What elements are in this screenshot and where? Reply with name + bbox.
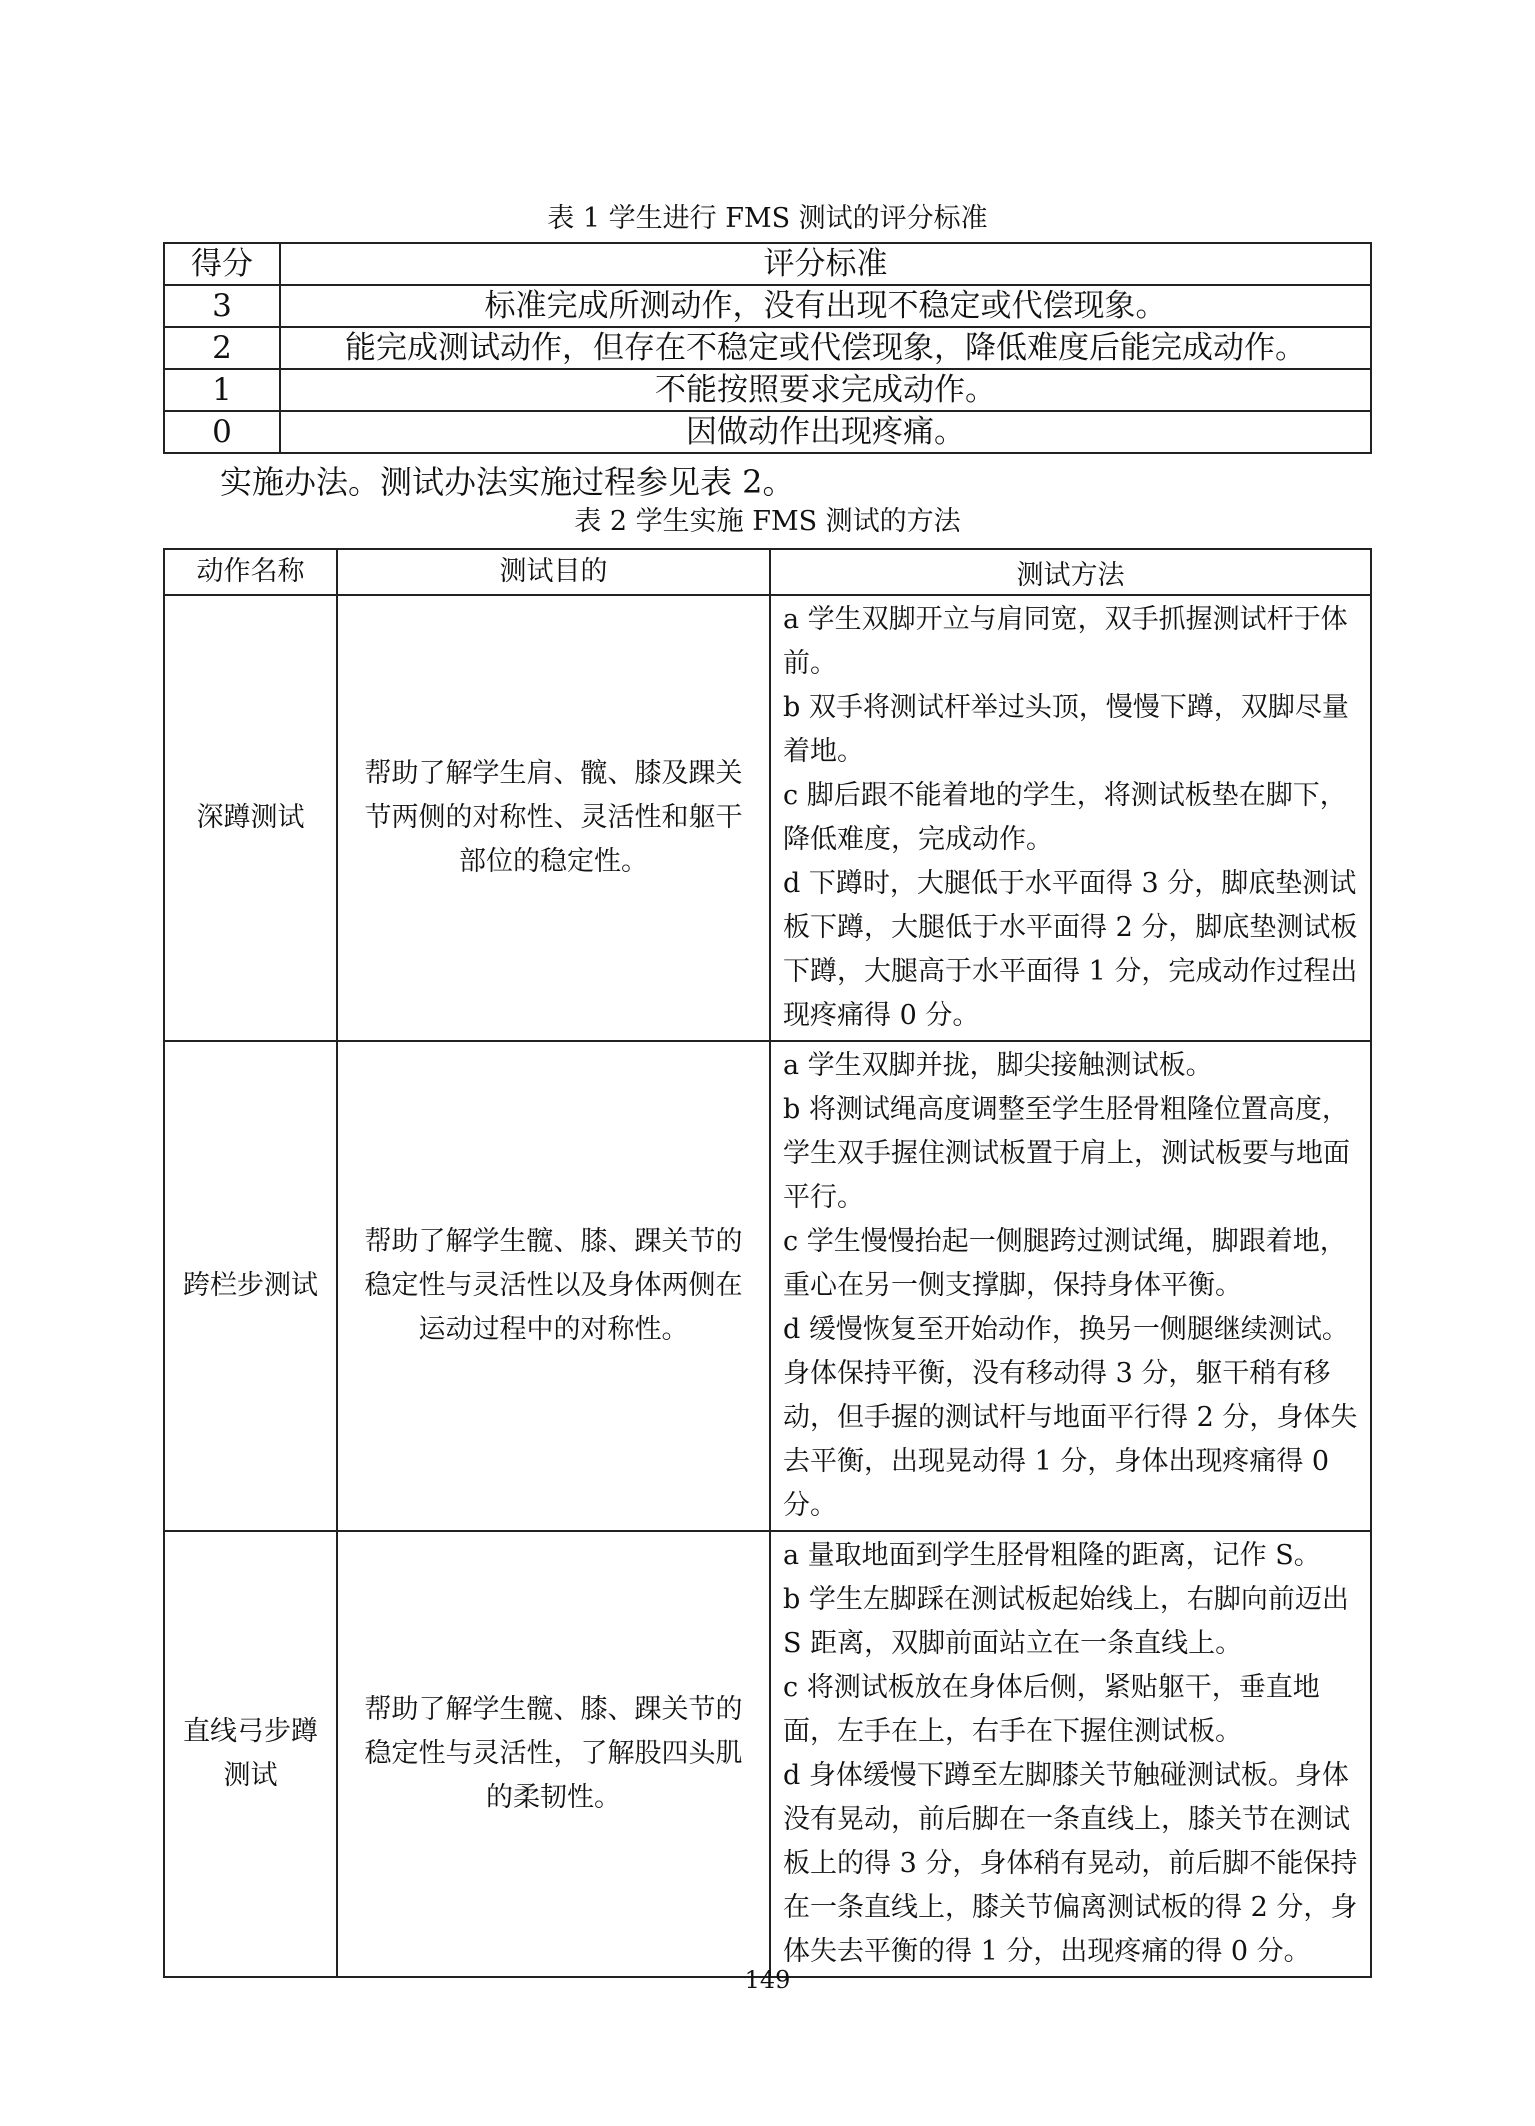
table1-caption: 表 1 学生进行 FMS 测试的评分标准: [547, 203, 988, 234]
table-row: [164, 369, 1371, 411]
purpose-cell: 帮助了解学生髋、膝、踝关节的稳定性与灵活性以及身体两侧在运动过程中的对称性。: [337, 1041, 770, 1531]
method-step: a 学生双脚开立与肩同宽，双手抓握测试杆于体前。: [783, 604, 1348, 679]
action-name-cell: 跨栏步测试: [164, 1041, 337, 1531]
score-cell: 2: [164, 327, 280, 369]
method-step: c 学生慢慢抬起一侧腿跨过测试绳，脚跟着地，重心在另一侧支撑脚，保持身体平衡。: [783, 1226, 1347, 1301]
action-name-cell: 深蹲测试: [164, 595, 337, 1041]
method-step: b 学生左脚踩在测试板起始线上，右脚向前迈出 S 距离，双脚前面站立在一条直线上。: [783, 1584, 1349, 1659]
criterion-cell: 标准完成所测动作，没有出现不稳定或代偿现象。: [280, 285, 1371, 327]
method-step: d 缓慢恢复至开始动作，换另一侧腿继续测试。身体保持平衡，没有移动得 3 分，躯干稍有移动，但手握的测试杆与地面平行得 2 分，身体失去平衡，出现晃动得 1 分，身体出现疼痛得 0 分。: [783, 1314, 1358, 1521]
method-cell: [770, 1041, 1371, 1531]
method-step: a 量取地面到学生胫骨粗隆的距离，记作 S。: [783, 1540, 1321, 1571]
criterion-cell: 能完成测试动作，但存在不稳定或代偿现象，降低难度后能完成动作。: [280, 327, 1371, 369]
action-name-cell: 直线弓步蹲测试: [164, 1531, 337, 1977]
score-cell: 3: [164, 285, 280, 327]
table-row: [164, 285, 1371, 327]
table-header-row: [164, 243, 1371, 285]
header-action-name: 动作名称: [164, 549, 337, 595]
table-row: [164, 1041, 1371, 1531]
table-header-row: [164, 549, 1371, 595]
method-step: d 身体缓慢下蹲至左脚膝关节触碰测试板。身体没有晃动，前后脚在一条直线上，膝关节在测试板上的得 3 分，身体稍有晃动，前后脚不能保持在一条直线上，膝关节偏离测试板的得 2 分，身体失去平衡的得 1 分，出现疼痛的得 0 分。: [783, 1760, 1358, 1967]
header-score: 得分: [164, 243, 280, 285]
header-method: 测试方法: [770, 549, 1371, 595]
body-paragraph: 实施办法。测试办法实施过程参见表 2。: [220, 463, 795, 501]
method-step: b 双手将测试杆举过头顶，慢慢下蹲，双脚尽量着地。: [783, 692, 1349, 767]
table-row: [164, 411, 1371, 453]
criterion-cell: 不能按照要求完成动作。: [280, 369, 1371, 411]
method-cell: [770, 595, 1371, 1041]
method-cell: [770, 1531, 1371, 1977]
header-criterion: 评分标准: [280, 243, 1371, 285]
method-step: c 将测试板放在身体后侧，紧贴躯干，垂直地面，左手在上，右手在下握住测试板。: [783, 1672, 1320, 1747]
purpose-cell: 帮助了解学生髋、膝、踝关节的稳定性与灵活性，了解股四头肌的柔韧性。: [337, 1531, 770, 1977]
table2-caption: 表 2 学生实施 FMS 测试的方法: [574, 506, 961, 537]
scoring-standard-table: [163, 242, 1372, 454]
method-step: a 学生双脚并拢，脚尖接触测试板。: [783, 1050, 1213, 1081]
score-cell: 0: [164, 411, 280, 453]
table-row: [164, 1531, 1371, 1977]
table-row: [164, 327, 1371, 369]
table-row: [164, 595, 1371, 1041]
score-cell: 1: [164, 369, 280, 411]
page-number: 149: [744, 1966, 791, 1994]
criterion-cell: 因做动作出现疼痛。: [280, 411, 1371, 453]
method-step: d 下蹲时，大腿低于水平面得 3 分，脚底垫测试板下蹲，大腿低于水平面得 2 分，脚底垫测试板下蹲，大腿高于水平面得 1 分，完成动作过程出现疼痛得 0 分。: [783, 868, 1358, 1031]
header-purpose: 测试目的: [337, 549, 770, 595]
method-step: c 脚后跟不能着地的学生，将测试板垫在脚下，降低难度，完成动作。: [783, 780, 1347, 855]
purpose-cell: 帮助了解学生肩、髋、膝及踝关节两侧的对称性、灵活性和躯干部位的稳定性。: [337, 595, 770, 1041]
test-method-table: [163, 548, 1372, 1978]
method-step: b 将测试绳高度调整至学生胫骨粗隆位置高度，学生双手握住测试板置于肩上，测试板要与地面平行。: [783, 1094, 1350, 1213]
